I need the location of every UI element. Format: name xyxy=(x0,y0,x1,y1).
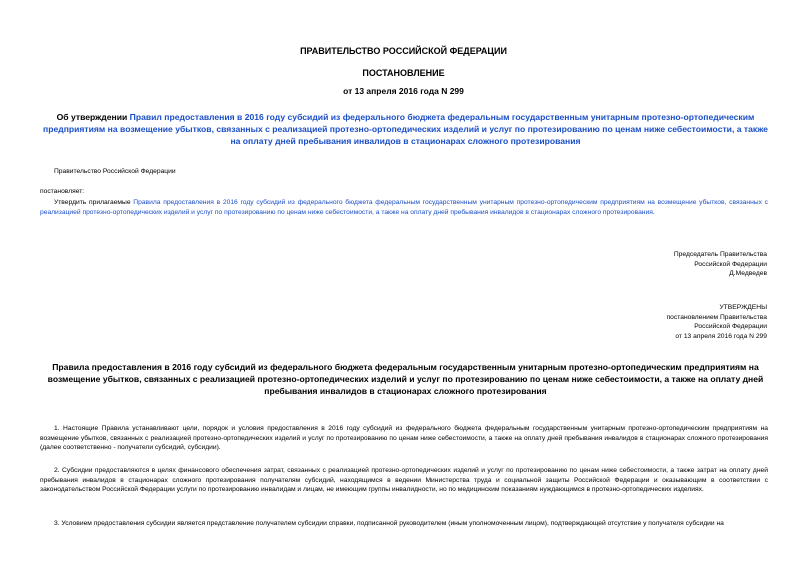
approved-block xyxy=(667,303,767,341)
approved-line-2: постановлением Правительства xyxy=(666,313,767,321)
document-date-number: от 13 апреля 2016 года N 299 xyxy=(343,86,464,96)
signature-block xyxy=(674,250,767,279)
signature-line-3: Д.Медведев xyxy=(729,270,767,278)
signature-line-2: Российской Федерации xyxy=(694,260,767,268)
document-type-heading: ПОСТАНОВЛЕНИЕ xyxy=(362,68,445,78)
rules-paragraph-1: 1. Настоящие Правила устанавливают цели, порядок и условия предоставления в 2016 году субсидий из федерального бюджета федеральным государственным унитарным протезно-ортопедическим предприятиям на возмещение убытков, связанных с реализацией протезно-ортопедических изделий и услуг по протезированию по ценам ниже себестоимости, а также на оплату дней пребывания инвалидов в стационарах сложного протезирования (далее соответственно - получатели субсидий, субсидии). xyxy=(40,425,768,452)
rules-link-title[interactable]: Правил предоставления в 2016 году субсидий из федерального бюджета федеральным государственным унитарным протезно-ортопедическим предприятиям на возмещение убытков, связанных с реализацией протезно-ортопедических изделий и услуг по протезированию по ценам ниже себестоимости, а также на оплату дней пребывания инвалидов в стационарах сложного протезирования xyxy=(43,112,768,146)
approve-suffix: . xyxy=(652,208,655,216)
government-heading: ПРАВИТЕЛЬСТВО РОССИЙСКОЙ ФЕДЕРАЦИИ xyxy=(300,46,507,56)
resolves-line: постановляет: xyxy=(40,188,85,195)
rules-paragraph-3: 3. Условием предоставления субсидии является представление получателем субсидии справки, подписанной руководителем (иным уполномоченным лицом), подтверждающей отсутствие у получателя субсидии на xyxy=(54,520,724,527)
approve-prefix: Утвердить прилагаемые xyxy=(54,199,134,206)
signature-line-1: Председатель Правительства xyxy=(673,251,767,258)
rules-title: Правила предоставления в 2016 году субсидий из федерального бюджета федеральным государственным унитарным протезно-ортопедическим предприятиям на возмещение убытков, связанных с реализацией протезно-ортопедических изделий и услуг по протезированию по ценам ниже себестоимости, а также на оплату дней пребывания инвалидов в стационарах сложного протезирования xyxy=(47,362,764,396)
approved-line-3: Российской Федерации xyxy=(694,323,767,331)
approved-line-4: от 13 апреля 2016 года N 299 xyxy=(675,332,767,340)
rules-paragraph-2: 2. Субсидии предоставляются в целях финансового обеспечения затрат, связанных с реализацией протезно-ортопедических изделий и услуг по протезированию по ценам ниже себестоимости, а также затрат на оплату дней пребывания инвалидов в стационарах сложного протезирования получателям субсидий, находящимся в ведении Министерства труда и социальной защиты Российской Федерации и оказывающим в соответствии с законодательством Российской Федерации услуги по протезированию инвалидам и лицам, не имеющим группы инвалидности, но по медицинским показаниям нуждающимся в протезно-ортопедических изделиях. xyxy=(40,467,768,494)
government-line: Правительство Российской Федерации xyxy=(54,168,176,175)
approve-paragraph xyxy=(40,198,768,217)
title-prefix: Об утверждении xyxy=(56,112,130,122)
approved-line-1: УТВЕРЖДЕНЫ xyxy=(719,304,767,311)
rules-link-paragraph[interactable]: Правила предоставления в 2016 году субсидий из федерального бюджета федеральным государственным унитарным протезно-ортопедическим предприятиям на возмещение убытков, связанных с реализацией протезно-ортопедических изделий и услуг по протезированию по ценам ниже себестоимости, а также на оплату дней пребывания инвалидов в стационарах сложного протезирования xyxy=(40,199,768,216)
document-title xyxy=(38,112,773,147)
